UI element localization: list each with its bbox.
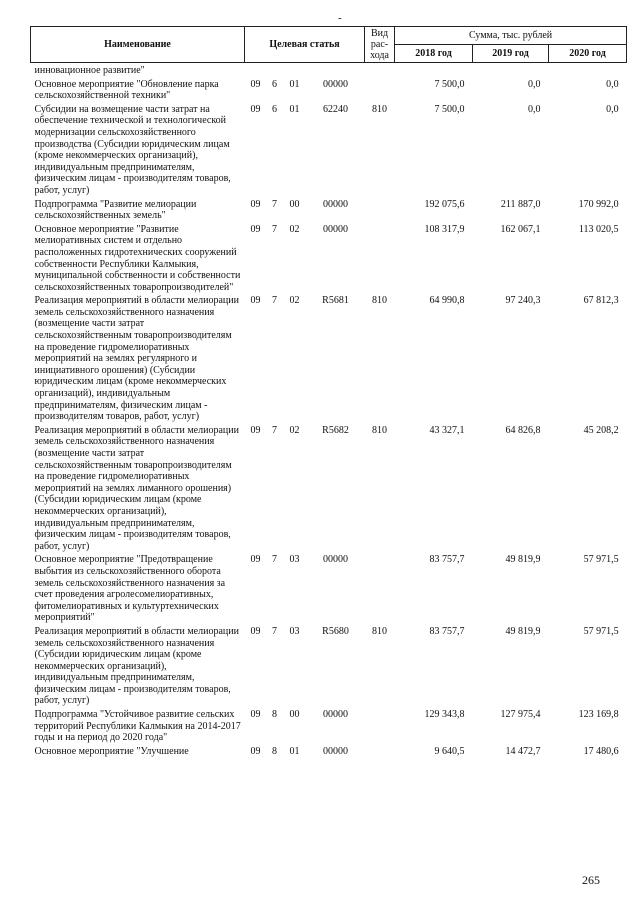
row-type (365, 222, 395, 294)
row-name: Реализация мероприятий в области мелиорации земель сельскохозяйственного назначения (возмещение части затрат сельскохозяйственным товаропроизводителям на проведение гидромелиоративных мероприятий на землях лиманного орошения) (Субсидии юридическим лицам (кроме некоммерческих организаций), индивидуальным предпринимателям, физическим лицам - производителям товаров, работ, услуг) (34, 424, 239, 552)
header-article: Целевая статья (245, 27, 365, 63)
row-2020: 123 169,8 (578, 709, 619, 721)
table-row (31, 552, 627, 624)
row-code-2: 7 (272, 295, 277, 307)
row-code-3: 00 (289, 198, 300, 210)
row-2018: 64 990,8 (429, 295, 465, 307)
row-code-1: 09 (250, 625, 261, 637)
row-name: Подпрограмма "Устойчивое развитие сельских территорий Республики Калмыкия на 2014-2017 годы и на период до 2020 года" (34, 709, 241, 744)
row-2019 (473, 63, 549, 77)
row-2019: 14 472,7 (505, 745, 541, 757)
row-code-1: 09 (250, 554, 261, 566)
row-code-4: 62240 (323, 103, 349, 115)
header-sum: Сумма, тыс. рублей (395, 27, 627, 45)
row-code-3: 02 (289, 295, 300, 307)
row-code-4: 00000 (323, 78, 349, 90)
row-code-3: 02 (289, 223, 300, 235)
row-code-3: 01 (289, 103, 300, 115)
row-name: Основное мероприятие "Обновление парка сельскохозяйственной техники" (34, 78, 219, 102)
row-2018 (395, 63, 473, 77)
row-code-4: 00000 (323, 709, 349, 721)
row-type (365, 63, 395, 77)
table-row (31, 423, 627, 553)
row-code-3 (283, 63, 307, 77)
row-2020: 0,0 (606, 78, 619, 90)
row-code-2: 7 (272, 223, 277, 235)
row-code-2: 7 (272, 625, 277, 637)
row-2019: 0,0 (528, 78, 541, 90)
row-code-1: 09 (250, 78, 261, 90)
row-code-4: 00000 (323, 554, 349, 566)
row-name: Основное мероприятие "Предотвращение выбытия из сельскохозяйственного оборота земель сельскохозяйственного назначения за счет проведения агролесомелиоративных, фитомелиоративных и культуртехнических мероприятий" (34, 554, 226, 624)
row-2019: 97 240,3 (505, 295, 541, 307)
row-type (365, 707, 395, 744)
row-code-2: 7 (272, 424, 277, 436)
table-row (31, 102, 627, 197)
table-row (31, 77, 627, 102)
table-row (31, 63, 627, 77)
row-code-1 (245, 63, 267, 77)
row-code-4: 00000 (323, 223, 349, 235)
row-code-4: 00000 (323, 198, 349, 210)
header-year-2018: 2018 год (395, 45, 473, 63)
row-2018: 192 075,6 (424, 198, 465, 210)
row-type: 810 (372, 103, 388, 115)
row-type (365, 552, 395, 624)
row-code-4: R5682 (322, 424, 349, 436)
header-name: Наименование (31, 27, 245, 63)
row-2018: 43 327,1 (429, 424, 465, 436)
row-code-3: 02 (289, 424, 300, 436)
row-name: Субсидии на возмещение части затрат на обеспечение технической и технологической модернизации сельскохозяйственного производства (Субсидии юридическим лицам (кроме некоммерческих организаций), индивидуальным предпринимателям, физическим лицам - производителям товаров, работ, услуг) (34, 103, 231, 196)
row-code-2: 6 (272, 78, 277, 90)
table-row (31, 293, 627, 423)
row-type: 810 (372, 625, 388, 637)
row-code-1: 09 (250, 745, 261, 757)
row-2018: 9 640,5 (434, 745, 465, 757)
header-type: Вид рас-хода (365, 27, 395, 63)
row-2019: 162 067,1 (500, 223, 541, 235)
row-2019: 64 826,8 (505, 424, 541, 436)
row-code-3: 00 (289, 709, 300, 721)
row-2018: 83 757,7 (429, 625, 465, 637)
budget-table (30, 26, 627, 757)
row-name: Реализация мероприятий в области мелиорации земель сельскохозяйственного назначения (возмещение части затрат сельскохозяйственным товаропроизводителям на проведение гидромелиоративных мероприятий на землях регулярного и инициативного орошения) (Субсидии юридическим лицам (кроме некоммерческих организаций), индивидуальным предпринимателям, физическим лицам - производителям товаров, работ, услуг) (34, 295, 239, 423)
row-code-1: 09 (250, 295, 261, 307)
row-2018: 129 343,8 (424, 709, 465, 721)
row-name: Реализация мероприятий в области мелиорации земель сельскохозяйственного назначения (Субсидии юридическим лицам (кроме некоммерческих организаций), индивидуальным предпринимателям, физическим лицам - производителям товаров, работ, услуг) (34, 625, 239, 707)
row-2020: 57 971,5 (583, 554, 619, 566)
row-code-4: R5680 (322, 625, 349, 637)
row-2020: 67 812,3 (583, 295, 619, 307)
row-name: Подпрограмма "Развитие мелиорации сельскохозяйственных земель" (34, 198, 197, 222)
table-row (31, 624, 627, 707)
row-2019: 127 975,4 (500, 709, 541, 721)
row-2020: 0,0 (606, 103, 619, 115)
row-2020: 113 020,5 (578, 223, 619, 235)
row-code-3: 01 (289, 78, 300, 90)
row-code-2: 8 (272, 709, 277, 721)
table-body (31, 63, 627, 758)
row-code-3: 03 (289, 554, 300, 566)
row-type: 810 (372, 295, 388, 307)
table-row (31, 222, 627, 294)
row-2020 (549, 63, 627, 77)
row-2020: 17 480,6 (583, 745, 619, 757)
row-code-1: 09 (250, 424, 261, 436)
row-name: Основное мероприятие "Развитие мелиоративных систем и отдельно расположенных гидротехнических сооружений собственности Республики Калмыкия, муниципальной собственности и собственности сельскохозяйственных товаропроизводителей" (34, 223, 241, 293)
row-name: инновационное развитие" (34, 65, 145, 76)
row-2020: 45 208,2 (583, 424, 619, 436)
row-name: Основное мероприятие "Улучшение (34, 745, 189, 757)
row-type (365, 77, 395, 102)
row-2020: 57 971,5 (583, 625, 619, 637)
table-row (31, 707, 627, 744)
row-2018: 7 500,0 (434, 103, 465, 115)
top-mark: - (338, 12, 342, 24)
row-code-2: 8 (272, 745, 277, 757)
row-code-2 (267, 63, 283, 77)
row-2018: 83 757,7 (429, 554, 465, 566)
row-2018: 7 500,0 (434, 78, 465, 90)
header-year-2020: 2020 год (549, 45, 627, 63)
row-2020: 170 992,0 (578, 198, 619, 210)
row-code-2: 7 (272, 554, 277, 566)
row-code-4: R5681 (322, 295, 349, 307)
row-code-1: 09 (250, 103, 261, 115)
row-type (365, 197, 395, 222)
page-number: 265 (582, 873, 600, 887)
row-code-2: 6 (272, 103, 277, 115)
header-year-2019: 2019 год (473, 45, 549, 63)
row-type: 810 (372, 424, 388, 436)
row-2019: 49 819,9 (505, 554, 541, 566)
row-2018: 108 317,9 (424, 223, 465, 235)
table-row (31, 744, 627, 758)
row-code-1: 09 (250, 223, 261, 235)
row-code-1: 09 (250, 709, 261, 721)
row-2019: 0,0 (528, 103, 541, 115)
row-2019: 211 887,0 (500, 198, 541, 210)
table-row (31, 197, 627, 222)
row-code-3: 01 (289, 745, 300, 757)
row-code-3: 03 (289, 625, 300, 637)
row-2019: 49 819,9 (505, 625, 541, 637)
row-code-1: 09 (250, 198, 261, 210)
row-type (365, 744, 395, 758)
row-code-2: 7 (272, 198, 277, 210)
row-code-4: 00000 (323, 745, 349, 757)
row-code-4 (307, 63, 365, 77)
